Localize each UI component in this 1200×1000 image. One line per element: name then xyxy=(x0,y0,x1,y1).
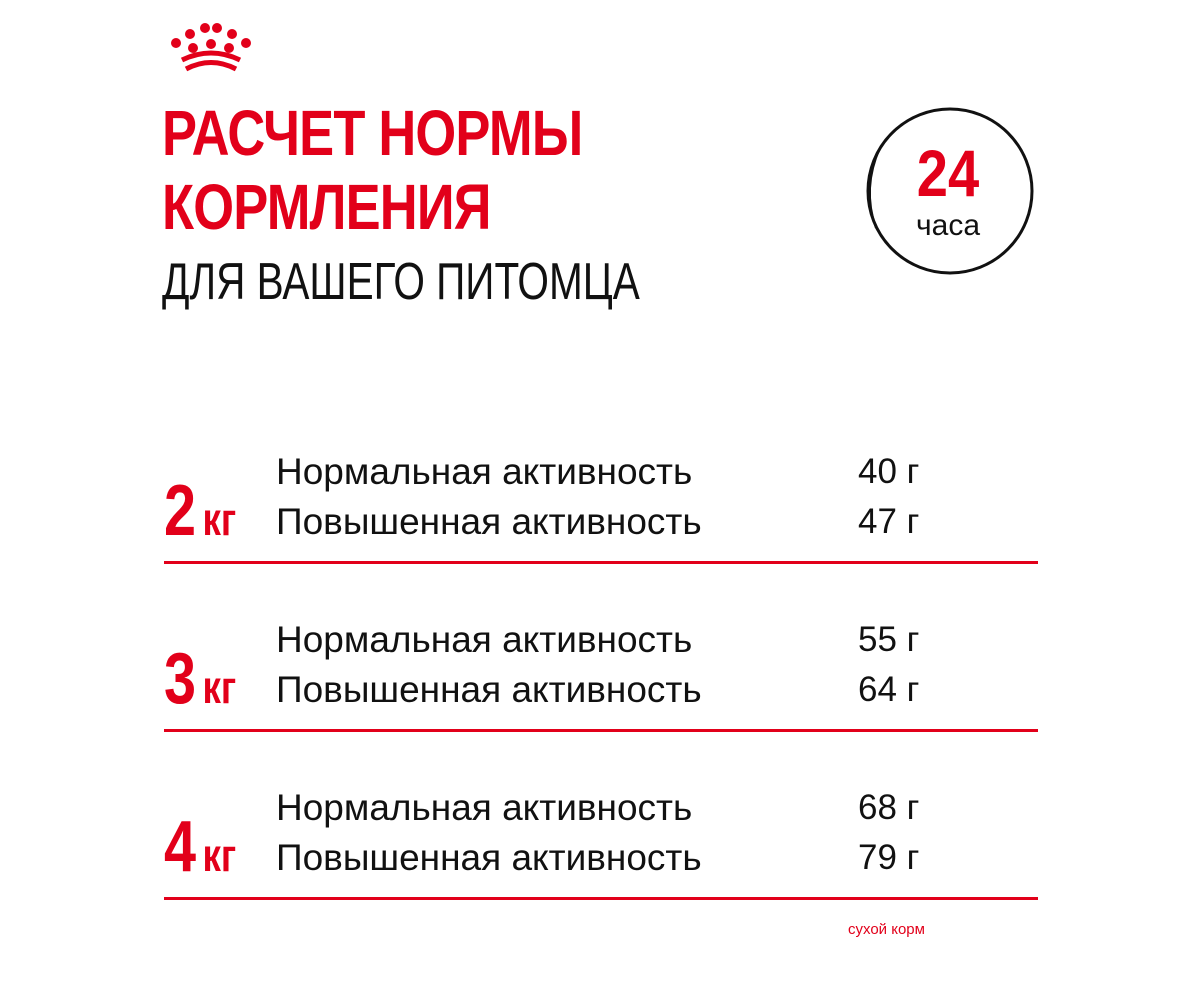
weight-value: 4 xyxy=(164,807,197,887)
table-row xyxy=(164,776,1038,944)
badge-unit: часа xyxy=(916,209,980,242)
weight-label xyxy=(164,472,236,558)
amount-normal: 68 г xyxy=(858,788,920,827)
amount-normal: 55 г xyxy=(858,620,920,659)
divider xyxy=(164,897,1038,900)
table-row xyxy=(164,440,1038,608)
activity-high: Повышенная активность xyxy=(276,837,702,878)
page-title xyxy=(162,96,582,244)
weight-label xyxy=(164,808,236,894)
amount-normal: 40 г xyxy=(858,452,920,491)
table-row xyxy=(164,608,1038,776)
badge-number: 24 xyxy=(916,136,980,210)
amount-high: 79 г xyxy=(858,838,920,877)
activity-normal: Нормальная активность xyxy=(276,451,693,492)
activity-high: Повышенная активность xyxy=(276,669,702,710)
weight-value: 2 xyxy=(164,471,197,551)
amount-high: 47 г xyxy=(858,502,920,541)
amount-high: 64 г xyxy=(858,670,920,709)
feeding-table xyxy=(164,440,1038,944)
title-line-2: КОРМЛЕНИЯ xyxy=(162,171,491,243)
activity-high: Повышенная активность xyxy=(276,501,702,542)
crown-logo-icon xyxy=(166,22,256,74)
footnote: сухой корм xyxy=(848,921,925,938)
divider xyxy=(164,561,1038,564)
time-badge xyxy=(858,106,1038,276)
weight-unit: кг xyxy=(202,493,237,545)
divider xyxy=(164,729,1038,732)
activity-normal: Нормальная активность xyxy=(276,787,693,828)
title-line-1: РАСЧЕТ НОРМЫ xyxy=(162,97,583,169)
weight-label xyxy=(164,640,236,726)
weight-unit: кг xyxy=(202,661,237,713)
activity-normal: Нормальная активность xyxy=(276,619,693,660)
weight-value: 3 xyxy=(164,639,197,719)
weight-unit: кг xyxy=(202,829,237,881)
page-subtitle: ДЛЯ ВАШЕГО ПИТОМЦА xyxy=(162,253,640,311)
